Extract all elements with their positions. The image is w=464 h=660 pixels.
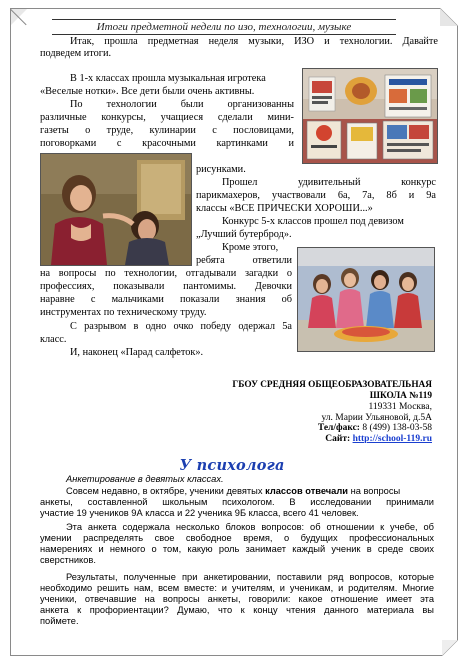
- section-header: Итоги предметной недели по изо, технологии, музыке: [52, 19, 396, 35]
- paragraph-line: И, наконец «Парад салфеток».: [70, 347, 204, 358]
- page-corner-fold-icon: [440, 8, 458, 26]
- photo-hairdressing: [40, 153, 192, 266]
- bold-text-run: классов отвечали: [265, 486, 348, 496]
- paragraph-line: поговорками с красочными картинками и: [40, 138, 294, 149]
- paragraph-line: Итак, прошла предметная неделя музыки, ИЗО и технологии. Давайте: [70, 36, 438, 47]
- site-label: Сайт:: [325, 434, 351, 444]
- photo-hairdressing-image: [41, 154, 191, 265]
- paragraph-line: газеты о труде, кулинарии с пословицами,: [40, 125, 294, 136]
- paragraph-line: участие 19 учеников 9А класса и 22 ученика 9Б класса, всего 41 человек.: [40, 508, 359, 518]
- paragraph-line: наравне с мальчиками показали знания об: [40, 294, 292, 305]
- paragraph-line: подведем итоги.: [40, 48, 112, 59]
- paragraph-line: [66, 486, 400, 497]
- paragraph-line: Эта анкета содержала несколько блоков вопросов: об отношении к учебе, об: [66, 522, 434, 532]
- phone-number: 8 (499) 138-03-58: [362, 423, 432, 433]
- page-corner-fold-icon: [11, 9, 27, 25]
- paragraph-line: анкета к профориентации? Думаю, что к концу чтения данного материала вы: [40, 605, 434, 615]
- paragraph-line: различные конкурсы, учащиеся сделали мини-: [40, 112, 294, 123]
- page-corner-fold-icon: [442, 640, 458, 656]
- school-street: ул. Марии Ульяновой, д.5А: [321, 413, 432, 423]
- paragraph-line: намерениях и немного о том, какую роль занимает каждый ученик в среде своих: [40, 544, 434, 554]
- paragraph-line: ребята ответили: [196, 255, 292, 266]
- photo-cooking-contest: [297, 247, 435, 352]
- paragraph-line: „Лучший бутерброд».: [196, 229, 292, 240]
- text-run: на вопросы: [350, 486, 401, 496]
- paragraph-line: По технологии были организованны: [70, 99, 294, 110]
- paragraph-line: класс.: [40, 334, 67, 345]
- paragraph-line: поймете.: [40, 616, 79, 626]
- school-number: ШКОЛА №119: [369, 391, 432, 401]
- paragraph-line: В 1-х классах прошла музыкальная игротека: [70, 73, 266, 84]
- paragraph-line: анкеты, составленной школьным психологом. В исследовании принимали: [40, 497, 434, 507]
- school-city: 119331 Москва,: [368, 402, 432, 412]
- paragraph-line: ученики, отвечавшие на вопросы анкеты, говорили: какое отношение имеет эта: [40, 594, 434, 604]
- phone-label: Тел/факс:: [317, 423, 360, 433]
- paragraph-line: парикмахеров, участвовали 6а, 7а, 8б и 9а: [196, 190, 436, 201]
- school-name: ГБОУ СРЕДНЯЯ ОБЩЕОБРАЗОВАТЕЛЬНАЯ: [232, 380, 432, 390]
- photo-exhibition: [302, 68, 438, 164]
- paragraph-line: профессиях, показывали пантомимы. Девочки: [40, 281, 292, 292]
- paragraph-line: инструментах по техническому труду.: [40, 307, 207, 318]
- paragraph-line: Прошел удивительный конкурс: [222, 177, 436, 188]
- text-run: Совсем недавно, в октябре, ученики девятых: [66, 486, 263, 496]
- psychologist-subheading: Анкетирование в девятых классах.: [66, 474, 224, 484]
- school-phone: [318, 423, 432, 434]
- site-link[interactable]: http://school-119.ru: [352, 434, 432, 444]
- paragraph-line: рисунками.: [196, 164, 246, 175]
- school-site: [325, 434, 432, 445]
- paragraph-line: Конкурс 5-х классов прошел под девизом: [222, 216, 404, 227]
- psychologist-heading: У психолога: [179, 457, 285, 474]
- paragraph-line: сверстников.: [40, 555, 96, 565]
- paragraph-line: классы «ВСЕ ПРИЧЕСКИ ХОРОШИ...»: [196, 203, 373, 214]
- paragraph-line: необходимо решить нам, всем вместе: и учителям, и ученикам, и родителям. Многие: [40, 583, 434, 593]
- paragraph-line: «Веселые нотки». Все дети были очень активны.: [40, 86, 255, 97]
- photo-exhibition-image: [303, 69, 437, 163]
- paragraph-line: Кроме этого,: [222, 242, 279, 253]
- paragraph-line: умении распределять свое свободное время, о будущих профессиональных: [40, 533, 434, 543]
- photo-cooking-contest-image: [298, 248, 434, 351]
- paragraph-line: на вопросы по технологии, отгадывали загадки о: [40, 268, 292, 279]
- paragraph-line: Результаты, полученные при анкетировании, поставили ряд вопросов, которые: [66, 572, 434, 582]
- paragraph-line: С разрывом в одно очко победу одержал 5а: [70, 321, 292, 332]
